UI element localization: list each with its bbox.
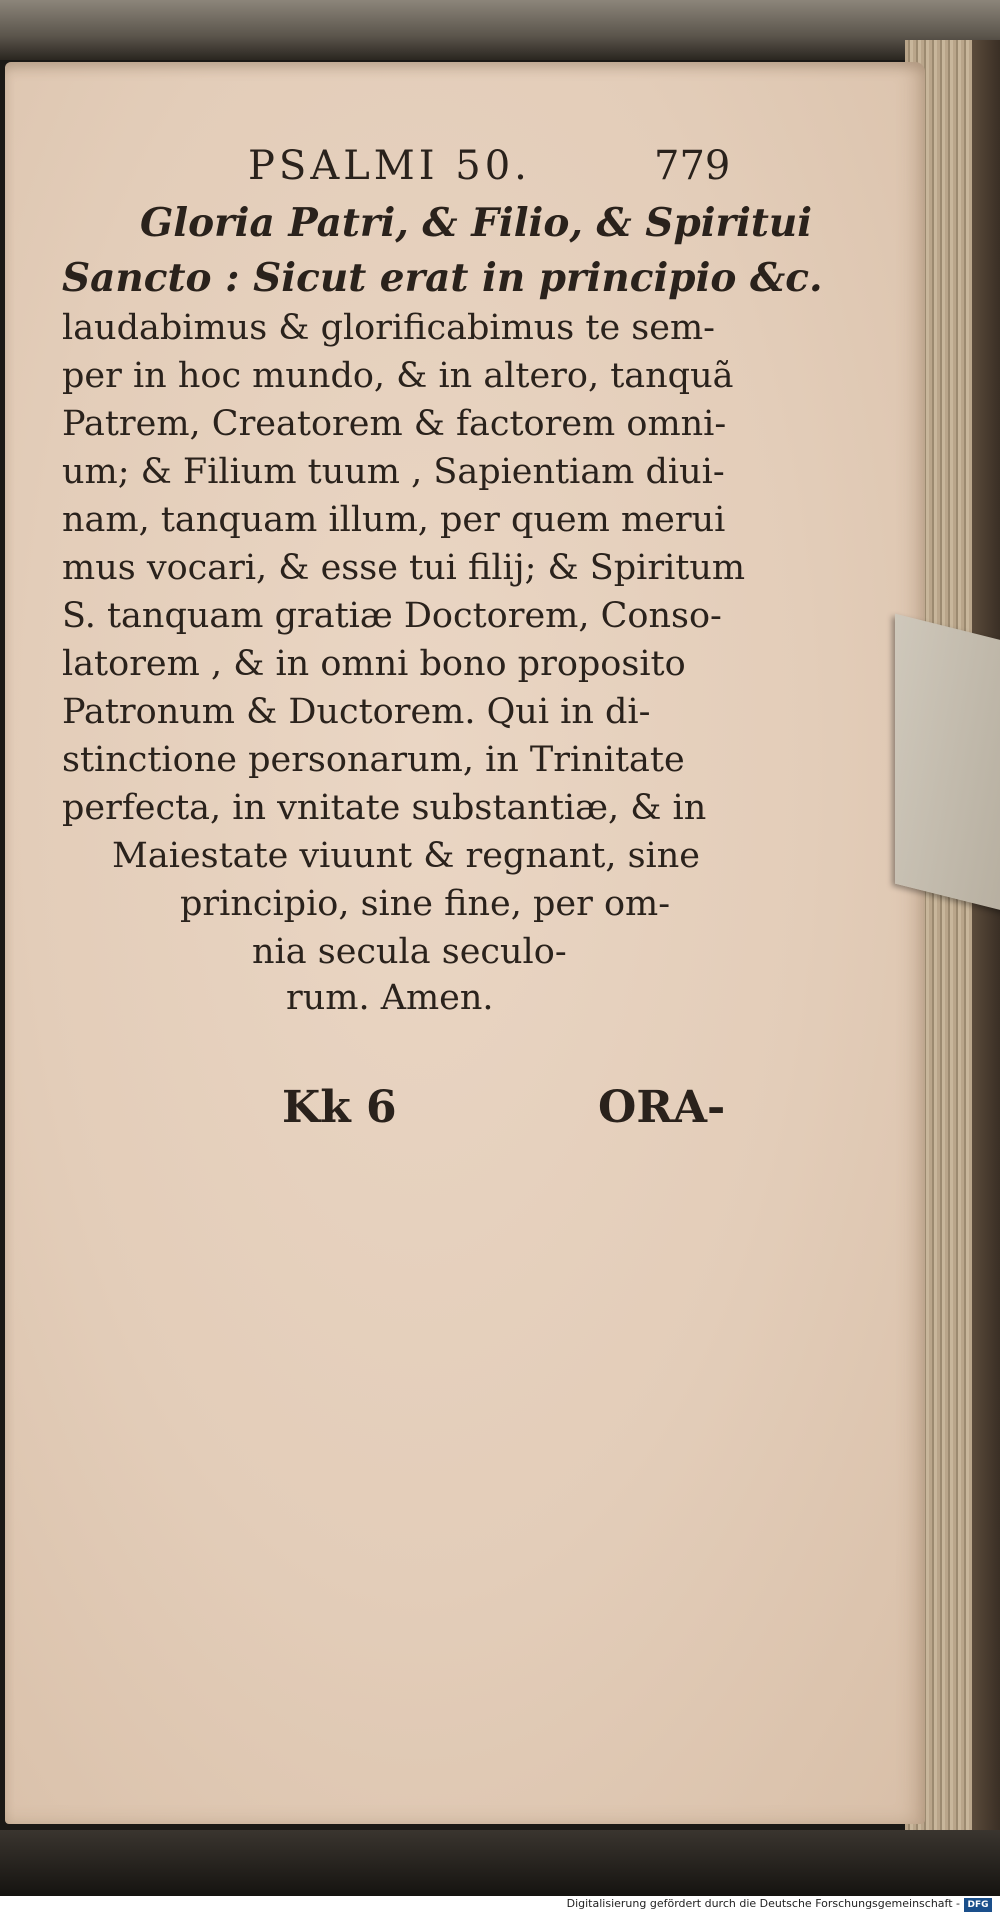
book-top-edge bbox=[0, 0, 1000, 60]
paper-bookmark bbox=[895, 614, 1000, 913]
text-line: mus vocari, & esse tui filij; & Spiritum bbox=[62, 548, 746, 588]
catchword: ORA- bbox=[598, 1082, 726, 1133]
text-line: Sancto : Sicut erat in principio &c. bbox=[62, 255, 823, 301]
page-number: 779 bbox=[654, 143, 731, 189]
text-line: Patrem, Creatorem & factorem omni- bbox=[62, 404, 727, 444]
text-line: Patronum & Ductorem. Qui in di- bbox=[62, 692, 651, 732]
running-title: PSALMI 50. bbox=[248, 143, 531, 189]
text-line: principio, sine fine, per om- bbox=[180, 884, 671, 924]
signature-mark: Kk 6 bbox=[282, 1082, 397, 1133]
text-line: S. tanquam gratiæ Doctorem, Conso- bbox=[62, 596, 722, 636]
text-line: um; & Filium tuum , Sapientiam diui- bbox=[62, 452, 725, 492]
text-line: laudabimus & glorificabimus te sem- bbox=[62, 308, 715, 348]
text-line: Gloria Patri, & Filio, & Spiritui bbox=[140, 200, 813, 246]
footer-credit: Digitalisierung gefördert durch die Deutsche Forschungsgemeinschaft - bbox=[566, 1897, 960, 1910]
text-line: nam, tanquam illum, per quem merui bbox=[62, 500, 726, 540]
text-line: latorem , & in omni bono proposito bbox=[62, 644, 686, 684]
text-line: per in hoc mundo, & in altero, tanquã bbox=[62, 356, 734, 396]
text-line: rum. Amen. bbox=[286, 978, 494, 1018]
text-line: perfecta, in vnitate substantiæ, & in bbox=[62, 788, 707, 828]
scan-bottom-edge bbox=[0, 1830, 1000, 1896]
text-line: nia secula seculo- bbox=[252, 932, 567, 972]
dfg-logo: DFG bbox=[964, 1898, 992, 1912]
text-line: stinctione personarum, in Trinitate bbox=[62, 740, 685, 780]
text-line: Maiestate viuunt & regnant, sine bbox=[112, 836, 700, 876]
